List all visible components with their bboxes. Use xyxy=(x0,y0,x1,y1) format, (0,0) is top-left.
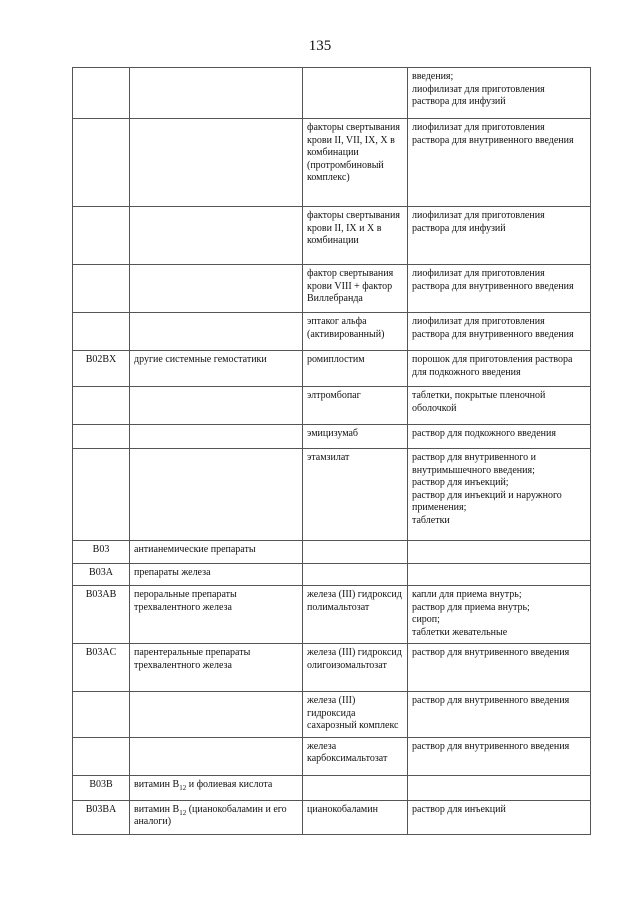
dosage-form-line: лиофилизат для приготовления xyxy=(412,268,545,279)
group-name-text: витамин B xyxy=(134,778,180,790)
dosage-form-line: для подкожного введения xyxy=(412,366,521,378)
group-name-cell xyxy=(130,313,303,351)
group-name-cell xyxy=(130,119,303,207)
dosage-form-line: раствора для инфузий xyxy=(412,96,506,107)
dosage-form-line: таблетки жевательные xyxy=(412,626,508,638)
dosage-forms-cell xyxy=(408,68,591,119)
atc-code-cell xyxy=(73,68,130,119)
table-row xyxy=(73,586,591,644)
dosage-forms-cell xyxy=(408,449,591,541)
dosage-forms-cell xyxy=(408,387,591,425)
medication-table xyxy=(72,67,591,835)
dosage-form-line: раствор для подкожного введения xyxy=(412,428,556,439)
dosage-forms-cell xyxy=(408,737,591,775)
table-row xyxy=(73,351,591,387)
atc-code-cell: B03AC xyxy=(73,644,130,692)
group-name-cell xyxy=(130,737,303,775)
group-name-cell: другие системные гемостатики xyxy=(130,351,303,387)
dosage-form-line: раствор для внутривенного введения xyxy=(412,647,570,658)
group-name-cell: парентеральные препараты трехвалентного железа xyxy=(130,644,303,692)
atc-code-cell: B02BX xyxy=(73,351,130,387)
group-name-cell xyxy=(130,449,303,541)
group-name-cell xyxy=(130,775,303,800)
atc-code-cell xyxy=(73,449,130,541)
atc-code-cell xyxy=(73,119,130,207)
atc-code-cell: B03A xyxy=(73,564,130,586)
table-row xyxy=(73,425,591,449)
group-name-text: витамин B xyxy=(134,803,180,815)
table-row xyxy=(73,68,591,119)
drug-name-cell: железа (III) гидроксид полимальтозат xyxy=(303,586,408,644)
table-row xyxy=(73,207,591,265)
dosage-form-line: капли для приема внутрь; xyxy=(412,589,522,600)
dosage-form-line: лиофилизат для приготовления xyxy=(412,83,545,95)
table-row xyxy=(73,737,591,775)
dosage-form-line: применения; xyxy=(412,502,467,513)
table-row xyxy=(73,800,591,834)
dosage-forms-cell xyxy=(408,692,591,738)
dosage-form-line: таблетки, покрытые пленочной xyxy=(412,390,546,401)
drug-name-cell xyxy=(303,541,408,564)
group-name-subscript: 12 xyxy=(179,808,187,817)
table-row xyxy=(73,313,591,351)
dosage-form-line: сироп; xyxy=(412,614,440,625)
atc-code-cell xyxy=(73,425,130,449)
dosage-form-line: лиофилизат для приготовления xyxy=(412,210,545,221)
atc-code-cell xyxy=(73,737,130,775)
dosage-form-line: внутримышечного введения; xyxy=(412,464,535,476)
drug-name-cell: железа карбоксимальтозат xyxy=(303,737,408,775)
dosage-form-line: лиофилизат для приготовления xyxy=(412,122,545,133)
group-name-cell: пероральные препараты трехвалентного железа xyxy=(130,586,303,644)
drug-name-cell xyxy=(303,564,408,586)
drug-name-cell: железа (III) гидроксид олигоизомальтозат xyxy=(303,644,408,692)
dosage-form-line: лиофилизат для приготовления xyxy=(412,316,545,327)
drug-name-cell: цианокобаламин xyxy=(303,800,408,834)
group-name-cell xyxy=(130,387,303,425)
dosage-form-line: раствор для инъекций xyxy=(412,803,506,815)
dosage-form-line: таблетки xyxy=(412,514,450,526)
drug-name-cell: железа (III) гидроксида сахарозный комплекс xyxy=(303,692,408,738)
dosage-form-line: раствора для внутривенного введения xyxy=(412,280,574,292)
atc-code-cell xyxy=(73,692,130,738)
table-row xyxy=(73,449,591,541)
drug-name-cell xyxy=(303,775,408,800)
drug-name-cell: факторы свертывания крови II, IX и X в комбинации xyxy=(303,207,408,265)
table-row xyxy=(73,265,591,313)
group-name-text: (цианокобаламин и его аналоги) xyxy=(134,803,287,827)
drug-name-cell: эмицизумаб xyxy=(303,425,408,449)
dosage-forms-cell xyxy=(408,775,591,800)
dosage-form-line: раствор для приема внутрь; xyxy=(412,601,530,613)
drug-name-cell: эптаког альфа (активированный) xyxy=(303,313,408,351)
page-number: 135 xyxy=(308,38,332,54)
dosage-form-line: раствор для внутривенного и xyxy=(412,452,537,463)
atc-code-cell xyxy=(73,313,130,351)
dosage-form-line: порошок для приготовления раствора xyxy=(412,354,573,365)
table-row xyxy=(73,541,591,564)
group-name-cell xyxy=(130,68,303,119)
atc-code-cell xyxy=(73,387,130,425)
dosage-forms-cell xyxy=(408,586,591,644)
group-name-subscript: 12 xyxy=(179,783,187,792)
dosage-forms-cell xyxy=(408,541,591,564)
group-name-cell: антианемические препараты xyxy=(130,541,303,564)
table-row xyxy=(73,387,591,425)
atc-code-cell: B03 xyxy=(73,541,130,564)
dosage-form-line: раствора для внутривенного введения xyxy=(412,134,574,146)
dosage-forms-cell xyxy=(408,644,591,692)
dosage-form-line: раствор для внутривенного введения xyxy=(412,695,570,706)
drug-name-cell: этамзилат xyxy=(303,449,408,541)
table-row xyxy=(73,692,591,738)
drug-name-cell: фактор свертывания крови VIII + фактор Виллебранда xyxy=(303,265,408,313)
dosage-form-line: раствор для внутривенного введения xyxy=(412,740,570,752)
drug-name-cell: факторы свертывания крови II, VII, IX, X в комбинации (протромбиновый комплекс) xyxy=(303,119,408,207)
dosage-forms-cell xyxy=(408,800,591,834)
dosage-forms-cell xyxy=(408,207,591,265)
group-name-cell xyxy=(130,265,303,313)
dosage-forms-cell xyxy=(408,425,591,449)
group-name-cell xyxy=(130,800,303,834)
group-name-cell xyxy=(130,692,303,738)
dosage-forms-cell xyxy=(408,564,591,586)
atc-code-cell: B03AB xyxy=(73,586,130,644)
drug-name-cell: ромиплостим xyxy=(303,351,408,387)
atc-code-cell: B03BA xyxy=(73,800,130,834)
dosage-forms-cell xyxy=(408,351,591,387)
atc-code-cell: B03B xyxy=(73,775,130,800)
group-name-cell: препараты железа xyxy=(130,564,303,586)
dosage-form-line: раствора для внутривенного введения xyxy=(412,328,574,340)
atc-code-cell xyxy=(73,207,130,265)
dosage-form-line: раствор для инъекций и наружного xyxy=(412,489,562,501)
group-name-cell xyxy=(130,207,303,265)
dosage-form-line: раствора для инфузий xyxy=(412,222,506,234)
drug-name-cell xyxy=(303,68,408,119)
group-name-text: и фолиевая кислота xyxy=(186,778,273,790)
dosage-form-line: оболочкой xyxy=(412,402,457,414)
dosage-forms-cell xyxy=(408,265,591,313)
dosage-forms-cell xyxy=(408,119,591,207)
atc-code-cell xyxy=(73,265,130,313)
dosage-form-line: введения; xyxy=(412,71,454,82)
dosage-forms-cell xyxy=(408,313,591,351)
table-row xyxy=(73,564,591,586)
drug-name-cell: элтромбопаг xyxy=(303,387,408,425)
group-name-cell xyxy=(130,425,303,449)
dosage-form-line: раствор для инъекций; xyxy=(412,477,509,488)
table-row xyxy=(73,644,591,692)
table-row xyxy=(73,775,591,800)
table-row xyxy=(73,119,591,207)
